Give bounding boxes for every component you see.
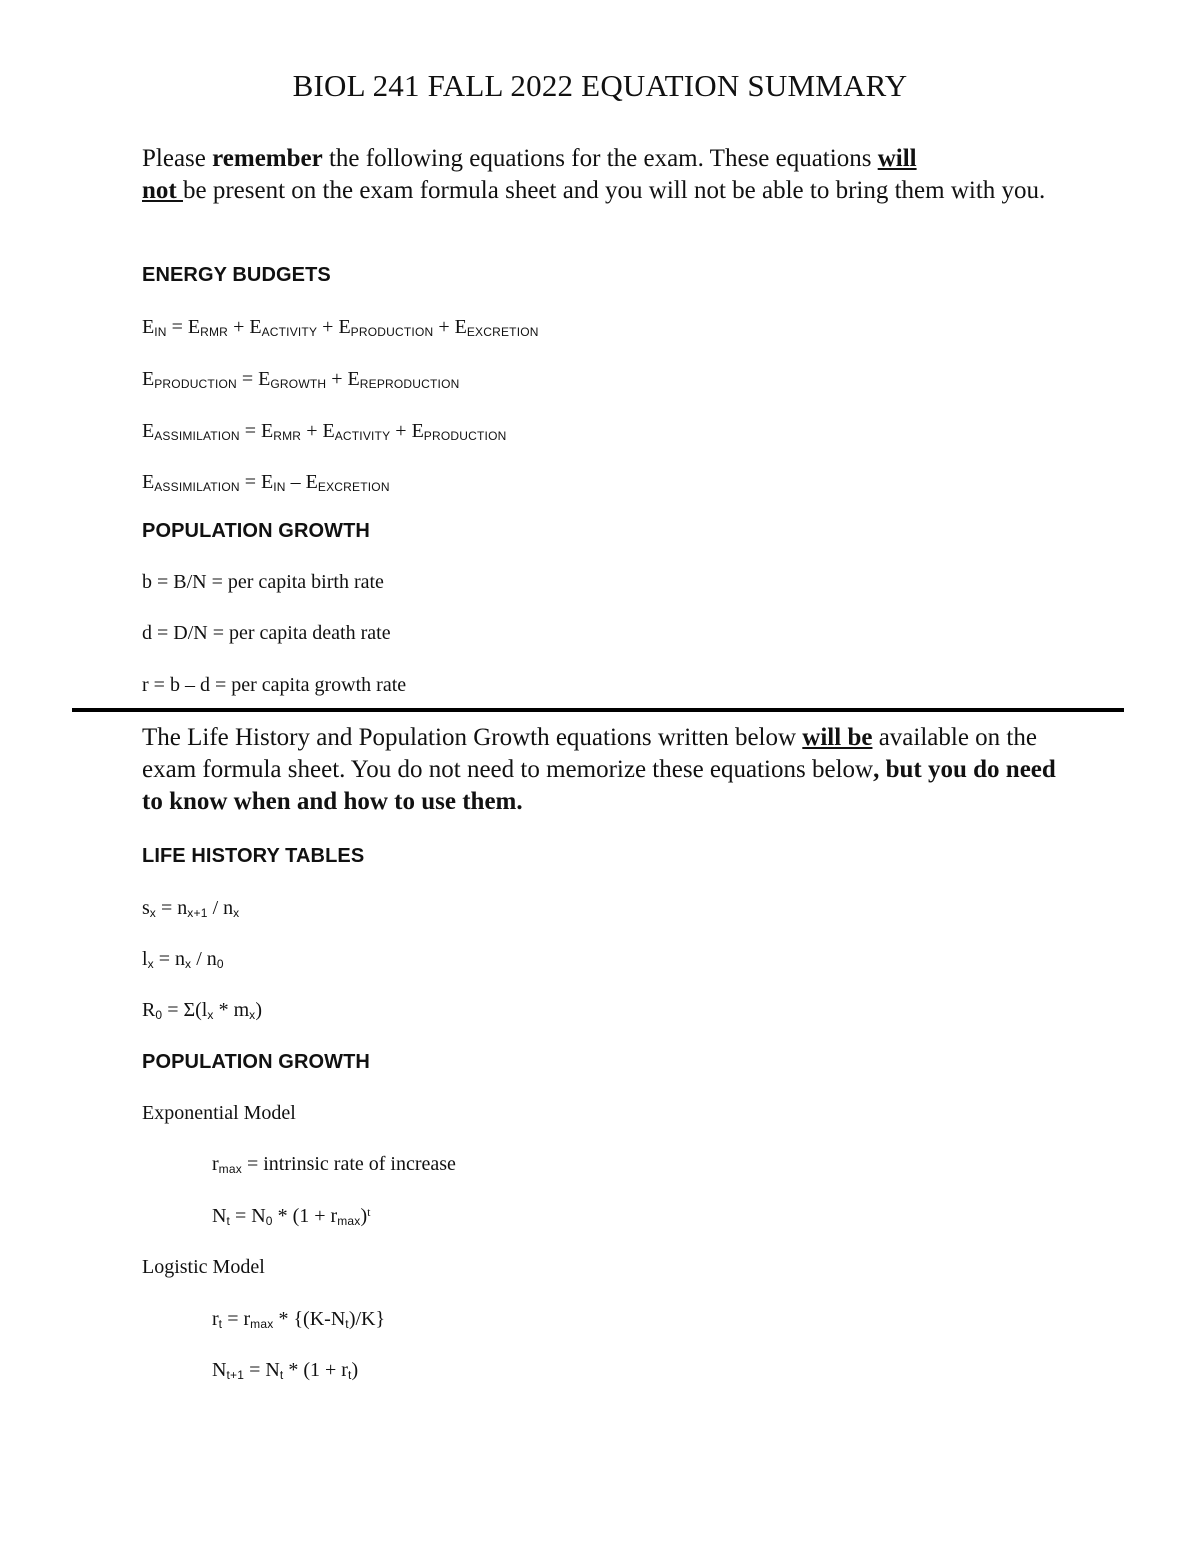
death-rate-eq: d = D/N = per capita death rate xyxy=(142,622,391,644)
intro-will: will xyxy=(877,145,917,172)
intro-remember: remember xyxy=(212,145,323,172)
energy-budgets-heading: ENERGY BUDGETS xyxy=(142,264,331,286)
logistic-nt1-eq: $N_{t+1} = N_t * (1 + r_t)$ xyxy=(212,1359,359,1382)
intro-text-6: be present on the exam formula sheet and you will not be able to bring them with you. xyxy=(182,177,1046,204)
intro-not: not xyxy=(142,177,183,204)
logistic-rt-eq: $r_t = r_{max} * \{(K-N_t)/K\}$ xyxy=(212,1308,386,1331)
formula-sheet-paragraph xyxy=(142,722,1072,818)
r0-eq: $R_0 = \Sigma(l_x * m_x)$ xyxy=(142,999,262,1022)
population-growth-heading-2: POPULATION GROWTH xyxy=(142,1051,370,1073)
logistic-model-label: Logistic Model xyxy=(142,1256,265,1278)
growth-rate-eq: r = b – d = per capita growth rate xyxy=(142,674,407,696)
birth-rate-eq: b = B/N = per capita birth rate xyxy=(142,571,384,593)
energy-eq-1: $E_{IN} = E_{RMR} + E_{ACTIVITY} + E_{PRODUCTION} + E_{EXCRETION}$ xyxy=(142,316,539,339)
energy-eq-2: $E_{PRODUCTION} = E_{GROWTH} + E_{REPRODUCTION}$ xyxy=(142,368,460,391)
second-emphasis: , but you do need to know when and how to use them. xyxy=(142,756,1056,815)
second-text-3: available on the exam formula sheet. You do not need to memorize these equations below xyxy=(142,724,1037,783)
energy-eq-4: $E_{ASSIMILATION} = E_{IN} - E_{EXCRETION}$ xyxy=(142,471,390,494)
exponential-model-label: Exponential Model xyxy=(142,1102,296,1124)
life-history-heading: LIFE HISTORY TABLES xyxy=(142,845,365,867)
population-growth-heading-1: POPULATION GROWTH xyxy=(142,520,370,542)
intro-paragraph xyxy=(142,143,1072,207)
lx-eq: $l_x = n_x / n_0$ xyxy=(142,948,224,971)
page-title: BIOL 241 FALL 2022 EQUATION SUMMARY xyxy=(292,68,908,103)
intro-text-1: Please xyxy=(142,145,213,172)
intro-text-3: the following equations for the exam. These equations xyxy=(322,145,878,172)
rmax-eq: $r_{max}$ = intrinsic rate of increase xyxy=(212,1153,456,1176)
section-divider xyxy=(72,708,1124,712)
second-text-1: The Life History and Population Growth equations written below xyxy=(142,724,803,751)
energy-eq-3: $E_{ASSIMILATION} = E_{RMR} + E_{ACTIVITY} + E_{PRODUCTION}$ xyxy=(142,420,507,443)
second-will-be: will be xyxy=(802,724,873,751)
exponential-nt-eq: $N_t = N_0 * (1 + r_{max})^t$ xyxy=(212,1205,371,1228)
sx-eq: $s_x = n_{x+1} / n_x$ xyxy=(142,897,240,920)
